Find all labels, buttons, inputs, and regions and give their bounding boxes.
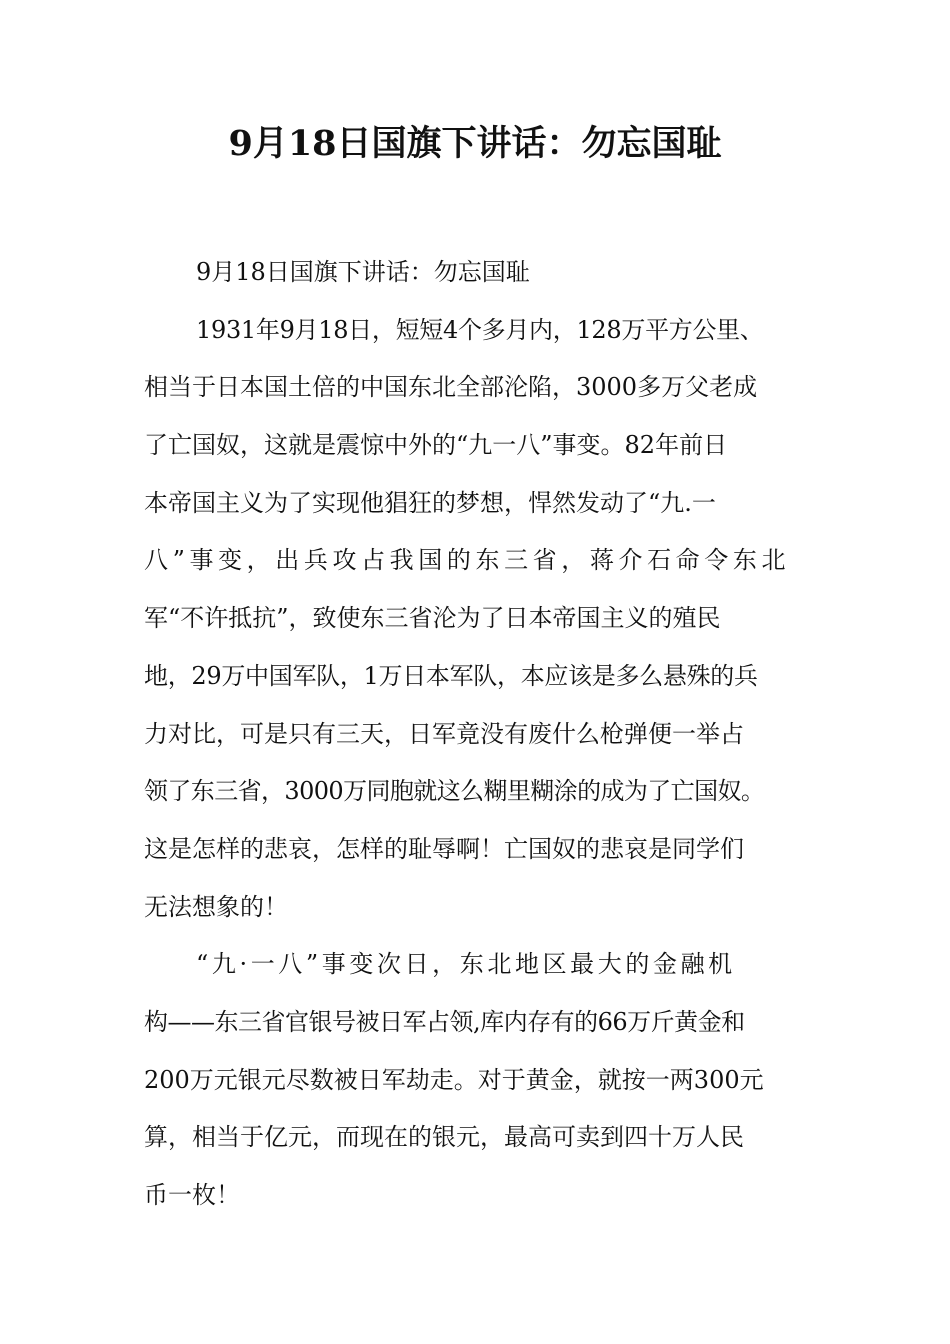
subtitle-line: 9月18日国旗下讲话：勿忘国耻 xyxy=(196,258,530,286)
paragraph-2-line-1: “九·一八”事变次日，东北地区最大的金融机 xyxy=(196,950,736,978)
paragraph-1-line-3: 了亡国奴，这就是震惊中外的“九一八”事变。82年前日 xyxy=(144,431,728,459)
paragraph-1-line-11: 无法想象的！ xyxy=(144,893,288,921)
paragraph-1-line-5: 八”事变，出兵攻占我国的东三省，蒋介石命令东北 xyxy=(144,546,791,574)
paragraph-2-line-4: 算，相当于亿元，而现在的银元，最高可卖到四十万人民 xyxy=(144,1123,744,1151)
paragraph-1-line-2: 相当于日本国土倍的中国东北全部沦陷，3000多万父老成 xyxy=(144,373,758,401)
paragraph-1-line-4: 本帝国主义为了实现他猖狂的梦想，悍然发动了“九.一 xyxy=(144,489,716,517)
paragraph-1-line-7: 地，29万中国军队，1万日本军队，本应该是多么悬殊的兵 xyxy=(144,662,758,690)
page-title: 9月18日国旗下讲话：勿忘国耻 xyxy=(228,123,722,164)
paragraph-2-line-2: 构——东三省官银号被日军占领,库内存有的66万斤黄金和 xyxy=(144,1008,745,1036)
paragraph-1-line-6: 军“不许抵抗”，致使东三省沦为了日本帝国主义的殖民 xyxy=(144,604,721,632)
paragraph-2-line-3: 200万元银元尽数被日军劫走。对于黄金，就按一两300元 xyxy=(144,1066,764,1094)
paragraph-1-line-8: 力对比，可是只有三天，日军竟没有废什么枪弹便一举占 xyxy=(144,720,744,748)
paragraph-2-line-5: 币一枚！ xyxy=(144,1181,240,1209)
paragraph-1-line-9: 领了东三省，3000万同胞就这么糊里糊涂的成为了亡国奴。 xyxy=(144,777,765,805)
paragraph-1-line-1: 1931年9月18日，短短4个多月内，128万平方公里、 xyxy=(196,316,764,344)
paragraph-1-line-10: 这是怎样的悲哀，怎样的耻辱啊！亡国奴的悲哀是同学们 xyxy=(144,835,744,863)
